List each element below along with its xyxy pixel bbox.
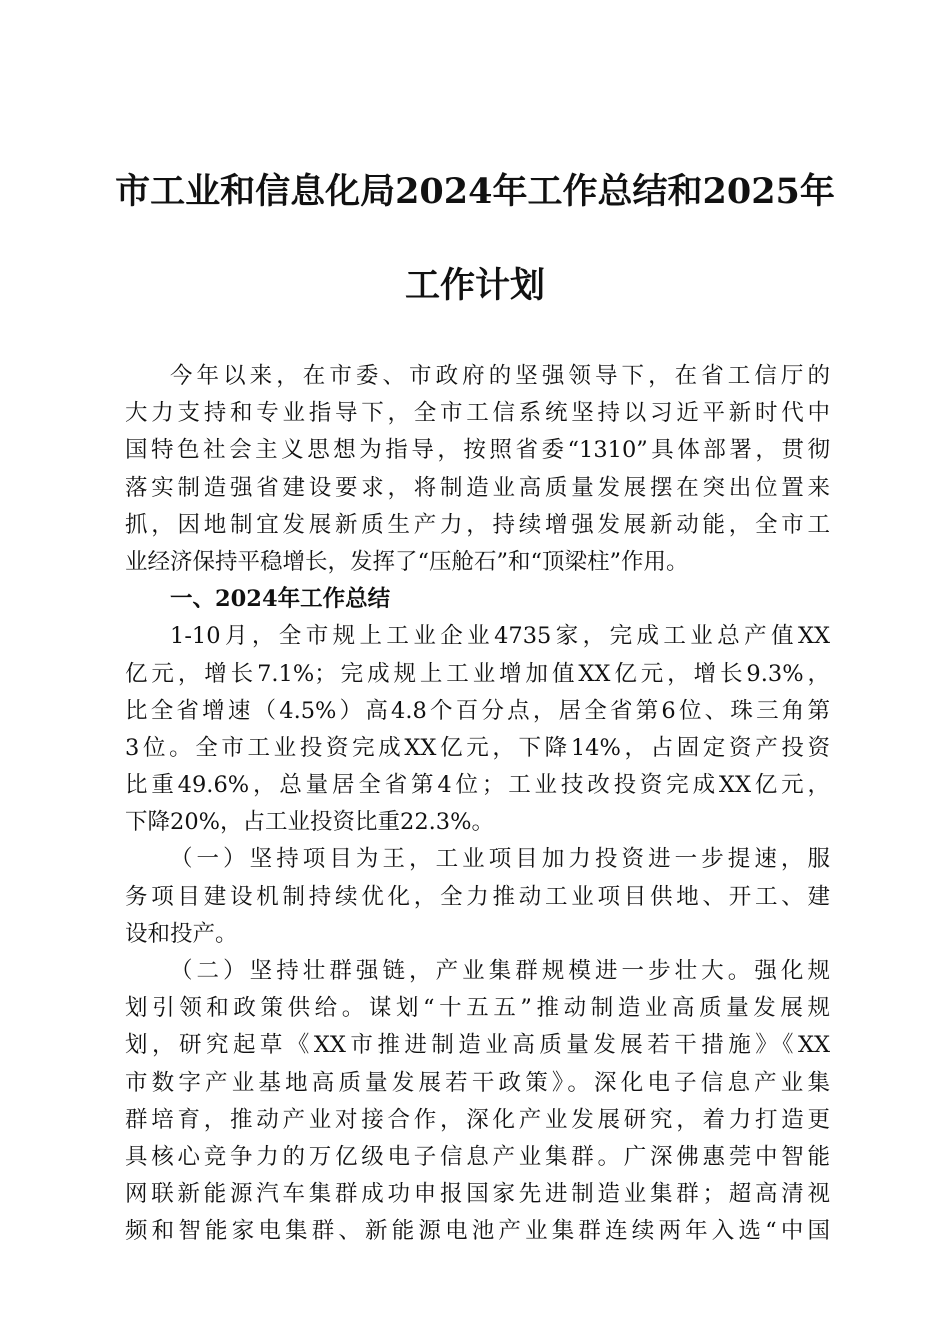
text-line: 业经济保持平稳增长，发挥了“压舱石”和“顶梁柱”作用。 xyxy=(125,548,689,575)
text-line: 网联新能源汽车集群成功申报国家先进制造业集群；超高清视 xyxy=(125,1181,830,1208)
text-line: 频和智能家电集群、新能源电池产业集群连续两年入选“中国 xyxy=(125,1218,830,1245)
document-title-line-2: 工作计划 xyxy=(404,265,545,306)
text-line: 抓，因地制宜发展新质生产力，持续增强发展新动能，全市工 xyxy=(125,511,830,538)
text-line: 下降20%，占工业投资比重22.3%。 xyxy=(125,809,494,836)
text-line: 比全省增速（4.5%）高4.8个百分点，居全省第6位、珠三角第 xyxy=(125,697,830,724)
text-line: 亿元，增长7.1%；完成规上工业增加值XX亿元，增长9.3%， xyxy=(125,660,830,687)
text-line: 市数字产业基地高质量发展若干政策》。深化电子信息产业集 xyxy=(125,1069,830,1096)
text-line: 落实制造强省建设要求，将制造业高质量发展摆在突出位置来 xyxy=(125,474,830,501)
heading-line: 一、2024年工作总结 xyxy=(170,586,391,613)
text-line: 大力支持和专业指导下，全市工信系统坚持以习近平新时代中 xyxy=(125,400,830,427)
text-line: 3位。全市工业投资完成XX亿元，下降14%，占固定资产投资 xyxy=(125,734,830,761)
document-title-line-1: 市工业和信息化局2024年工作总结和2025年 xyxy=(115,171,835,212)
text-line: （一）坚持项目为王，工业项目加力投资进一步提速，服 xyxy=(170,846,830,873)
text-line: 1-10月，全市规上工业企业4735家，完成工业总产值XX xyxy=(170,623,830,650)
paragraph-item-2 xyxy=(125,953,830,1251)
text-line: 国特色社会主义思想为指导，按照省委“1310”具体部署，贯彻 xyxy=(125,437,830,464)
text-line: 设和投产。 xyxy=(125,920,238,947)
text-line: 划引领和政策供给。谋划“十五五”推动制造业高质量发展规 xyxy=(125,995,830,1022)
text-line: 务项目建设机制持续优化，全力推动工业项目供地、开工、建 xyxy=(125,883,830,910)
text-line: 比重49.6%，总量居全省第4位；工业技改投资完成XX亿元， xyxy=(125,772,830,799)
text-line: 划，研究起草《XX市推进制造业高质量发展若干措施》《XX xyxy=(125,1032,830,1059)
text-line: 具核心竞争力的万亿级电子信息产业集群。广深佛惠莞中智能 xyxy=(125,1143,830,1170)
paragraph-intro xyxy=(125,358,830,581)
text-line: 今年以来，在市委、市政府的坚强领导下，在省工信厅的 xyxy=(170,363,830,389)
paragraph-stats xyxy=(125,618,830,841)
paragraph-item-1 xyxy=(125,841,830,953)
text-line: （二）坚持壮群强链，产业集群规模进一步壮大。强化规 xyxy=(170,958,830,984)
document-body xyxy=(125,358,830,1251)
section-heading xyxy=(125,581,830,618)
text-line: 群培育，推动产业对接合作，深化产业发展研究，着力打造更 xyxy=(125,1106,830,1133)
